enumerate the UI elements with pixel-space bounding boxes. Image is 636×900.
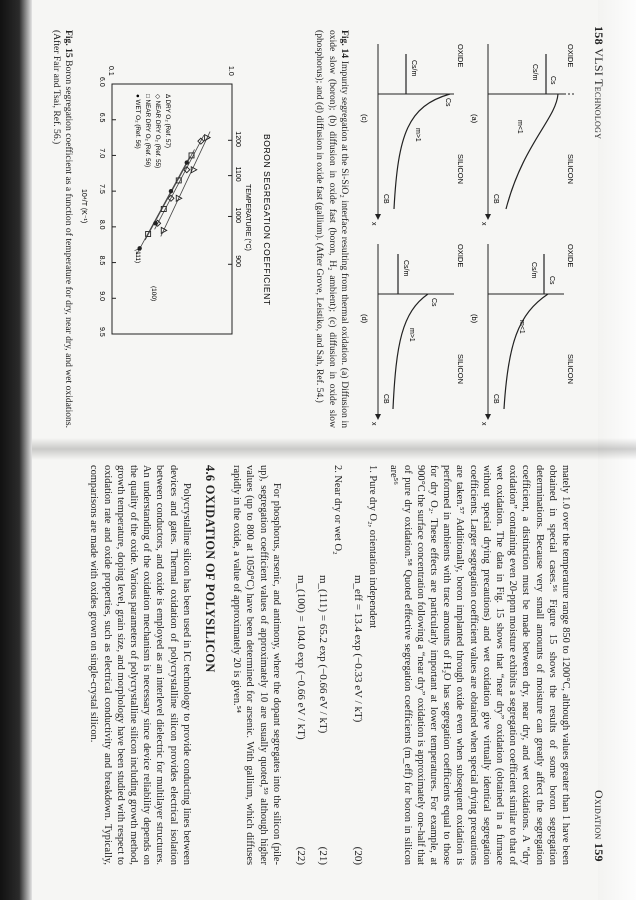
fig15-orient-100: (100) (150, 286, 157, 302)
fig14-caption (313, 30, 350, 428)
fig15-point-circle (169, 189, 173, 193)
fig14a-ratio: m<1 (516, 120, 523, 134)
paragraph-3: Polycrystalline silicon has been used in IC technology to provide conducting lines between devices and gates. Thermal oxidation of polycrystalline silicon provides electrical isolation between conductors, and oxide is employed as an interlevel dielectric for multilayer structures. An understanding of the oxidation mechanism is necessary since device reliability depends on the quality of the oxide. Various parameters of polycrystalline silicon including growth method, growth temperature, doping level, grain size, and morphology have been studied with respect to oxidation rate and oxide properties, such as electrical conductivity and breakdown. Typically, comparisons are made with oxides grown on single-crystal silicon. (88, 465, 192, 865)
fig14b-cs-bottom: Cs/m (530, 262, 537, 279)
fig14b-cs-top: Cs (548, 276, 555, 285)
right-page-number: 159 (592, 842, 606, 862)
fig14-panel-a (470, 44, 576, 226)
equation-22-body: m_(100) = 104.0 exp (−0.66 eV / kT) (294, 575, 307, 740)
fig14d-label-silicon: SILICON (456, 354, 465, 385)
fig14c-x: x (370, 222, 377, 226)
fig15-temp-label: TEMPERATURE (°C) (244, 184, 251, 251)
fig15-chart (73, 24, 278, 434)
fig15-series-line (137, 157, 190, 255)
fig14d-label-oxide: OXIDE (456, 244, 465, 268)
fig14a-letter: (a) (470, 114, 479, 124)
paragraph-1: mately 1.0 over the temperature range 850 to 1200°C, although values greater than 1 have been obtained in special cases.⁵⁶ Figure 15 shows the results of some boron segregation determinations. Because very small amounts of moisture can greatly affect the segregation coefficient, a distinction must be made between dry, near dry, and wet oxidations. A “dry oxidation” containing even 20-ppm moisture exhibits a segregation coefficient similar to that of wet oxidation. The data in Fig. 15 shows that “near dry” oxidation (obtained in a furnace without special drying precautions) and wet oxidation give virtually identical segregation coefficients. Larger segregation coefficient values are obtained when special drying precautions are taken.⁵⁷ Additionally, boron implanted through oxide even when subsequent oxidation is performed in ambients with trace amounts of H₂O has segregation coefficients equal to those for dry O₂. These effects are particularly important at lower temperatures. For example, at 900°C the surface concentration following a “near dry” oxidation is approximately one-half that of pure dry oxidation.⁵⁸ Quoted effective segregation coefficients (m_eff) for boron in silicon are⁵⁶ (388, 465, 571, 865)
fig14b-x: x (480, 422, 487, 426)
fig14-panel-d (360, 244, 465, 426)
fig15-temp-ticks (228, 131, 241, 267)
fig15-title: BORON SEGREGATION COEFFICIENT (262, 134, 272, 306)
fig15-x-tick-label: 8.5 (98, 255, 105, 266)
fig14a-cb: CB (492, 194, 499, 204)
fig14d-cs-bottom: Cs (430, 298, 437, 307)
fig15-x-tick-label: 7.5 (98, 184, 105, 194)
fig15-legend-4: ● WET O₂ (Ref. 56) (134, 94, 141, 149)
right-page-body (87, 465, 572, 865)
left-page-number: 158 (592, 26, 606, 45)
fig15-legend-3: □ NEAR DRY O₂ (Ref. 56) (144, 94, 151, 168)
fig15-temp-tick-label: 1000 (234, 207, 241, 224)
equation-22-number: (22) (294, 846, 307, 865)
fig15-x-tick-label: 6.0 (98, 77, 105, 87)
fig14b-letter: (b) (470, 314, 479, 324)
equation-21-body: m_(111) = 65.2 exp (−0.66 eV / kT) (316, 575, 329, 734)
fig15-series-line (155, 135, 204, 229)
fig15-x-label: 10⁴/T (K⁻¹) (80, 189, 87, 224)
fig14a-label-silicon: SILICON (566, 154, 575, 185)
fig15-x-tick-label: 8.0 (98, 219, 105, 230)
fig14-caption-label: Fig. 14 (339, 30, 350, 59)
equation-21 (309, 465, 331, 865)
fig14b-cb: CB (492, 394, 499, 404)
fig15-x-tick-label: 7.0 (98, 148, 105, 159)
fig14-panel-c (360, 44, 465, 226)
fig15-x-tick-label: 9.5 (98, 327, 105, 337)
list-item-2: 2. Near dry or wet O₂ (331, 465, 343, 555)
fig14c-cs-bottom: Cs (444, 98, 451, 107)
section-heading: 4.6 OXIDATION OF POLYSILICON (202, 465, 217, 673)
equation-20-body: m_eff = 13.4 exp (−0.33 eV / kT) (351, 575, 364, 723)
figure-15 (38, 24, 278, 434)
figure-14 (306, 24, 586, 434)
equation-22 (287, 465, 309, 865)
fig14b-ratio: m<1 (518, 320, 525, 334)
fig15-orient-111: (111) (134, 249, 141, 264)
paragraph-2: For phosphorus, arsenic, and antimony, where the dopant segregates into the silicon (pile-up), segregation coefficient values of approximately 10 are usually quoted,⁵⁹ although higher values (up to 800 at 1050°C) have been determined for arsenic. With gallium, which diffuses rapidly in the oxide, a value of approximately 20 is given.⁵⁴ (231, 465, 282, 865)
left-header-title: VLSI Technology (592, 48, 606, 140)
fig15-plot-frame (112, 84, 232, 334)
fig15-x-ticks (98, 77, 116, 337)
fig15-point-circle (185, 160, 189, 164)
scan-bottom-shadow (0, 0, 32, 900)
fig15-x-tick-label: 6.5 (98, 112, 105, 123)
fig14c-label-oxide: OXIDE (456, 44, 465, 68)
equation-20 (344, 465, 366, 865)
fig14a-cs-bottom: Cs/m (531, 64, 538, 81)
fig15-caption-text: Boron segregation coefficient as a function of temperature for dry, near dry, and wet oxidations. (After Fair and Tsai, Ref. 56.) (50, 30, 74, 428)
fig15-temp-tick-label: 1100 (234, 166, 241, 182)
fig14c-letter: (c) (360, 114, 369, 123)
fig15-x-tick-label: 9.0 (98, 291, 105, 302)
book-gutter (32, 438, 636, 460)
fig14d-x: x (370, 422, 377, 426)
fig15-y-tick-label: 1.0 (227, 66, 234, 76)
fig14d-letter: (d) (360, 314, 369, 324)
fig14d-cb: CB (382, 394, 389, 404)
fig15-legend-1: Δ DRY O₂ (Ref. 57) (164, 94, 171, 149)
fig14a-x: x (480, 222, 487, 226)
fig14-diagrams (356, 24, 586, 434)
fig14b-label-oxide: OXIDE (566, 244, 575, 268)
fig14c-ratio: m>1 (414, 128, 421, 142)
fig15-temp-tick-label: 900 (234, 255, 241, 267)
equation-21-number: (21) (316, 846, 329, 865)
fig15-caption (49, 30, 74, 428)
fig15-temp-tick-label: 1200 (234, 131, 241, 147)
fig14c-cs-top: Cs/m (410, 60, 417, 77)
fig14d-ratio: m>1 (408, 328, 415, 342)
fig15-point-circle (153, 221, 157, 225)
fig14c-label-silicon: SILICON (456, 154, 465, 185)
fig14d-cs-top: Cs/m (402, 260, 409, 277)
left-running-head (591, 26, 606, 139)
fig14a-label-oxide: OXIDE (566, 44, 575, 68)
fig15-y-tick-label: 0.1 (107, 66, 114, 76)
fig15-caption-label: Fig. 15 (63, 30, 74, 58)
equation-20-number: (20) (351, 846, 364, 865)
fig15-y-ticks (107, 66, 234, 88)
fig14c-cb: CB (382, 194, 389, 204)
right-running-head (591, 790, 606, 862)
fig15-legend-2: ◇ NEAR DRY O₂ (Ref. 55) (154, 94, 161, 169)
fig14a-cs-top: Cs (549, 76, 556, 85)
list-item-1: 1. Pure dry O₂, orientation independent (367, 465, 379, 629)
fig14-caption-text: Impurity segregation at the Si-SiO₂ interface resulting from thermal oxidation. (a) Diffusion in oxide slow (boron); (b) diffusion in oxide fast (boron, H₂ ambient); (c) diffusion in oxide slow (phosphorus); and (d) diffusion in oxide fast (gallium). (After Grove, Leistiko, and Sah, Ref. 54.) (314, 30, 350, 428)
fig14-panel-b (470, 244, 575, 426)
right-header-title: Oxidation (592, 790, 606, 840)
fig14b-label-silicon: SILICON (566, 354, 575, 385)
